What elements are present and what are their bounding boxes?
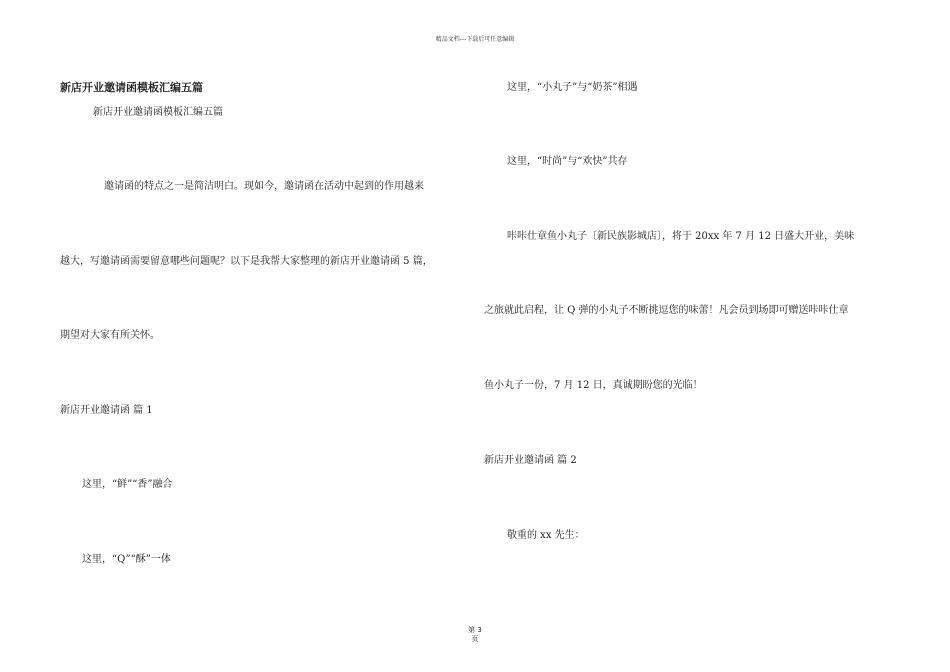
document-title: 新店开业邀请函模板汇编五篇 <box>60 81 203 94</box>
section-heading: 新店开业邀请函 篇 1 <box>60 405 153 416</box>
page-number <box>455 626 495 644</box>
document-subtitle: 新店开业邀请函模板汇编五篇 <box>93 107 223 118</box>
body-paragraph-line: 之旅就此启程，让 Q 弹的小丸子不断挑逗您的味蕾！凡会员到场即可赠送咔咔仕章 <box>484 305 849 316</box>
body-paragraph-line: 咔咔仕章鱼小丸子〔新民族影城店〕，将于 20xx 年 7 月 12 日盛大开业，美味 <box>507 231 855 242</box>
intro-paragraph-line: 邀请函的特点之一是简洁明白。现如今，邀请函在活动中起到的作用越来 <box>104 181 424 192</box>
text-line: 这里，“小丸子”与“奶茶”相遇 <box>507 82 638 93</box>
right-column <box>470 0 950 672</box>
text-line: 这里，“时尚”与“欢快”共存 <box>507 156 628 167</box>
body-paragraph-line: 鱼小丸子一份，7 月 12 日，真诚期盼您的光临！ <box>484 380 703 391</box>
text-line: 这里，“鲜”“香”融合 <box>82 479 173 490</box>
intro-paragraph-line: 越大，写邀请函需要留意哪些问题呢？以下是我帮大家整理的新店开业邀请函 5 篇， <box>60 256 433 267</box>
page-header: 精品文档---下载后可任意编辑 <box>435 36 515 43</box>
text-line: 这里，“Q”“酥”一体 <box>82 554 171 565</box>
section-heading: 新店开业邀请函 篇 2 <box>484 455 577 466</box>
greeting-line: 敬重的 xx 先生： <box>507 530 585 541</box>
intro-paragraph-line: 期望对大家有所关怀。 <box>60 330 160 341</box>
page-number-top: 第 3 <box>468 626 482 634</box>
page-number-bottom: 页 <box>471 635 479 643</box>
